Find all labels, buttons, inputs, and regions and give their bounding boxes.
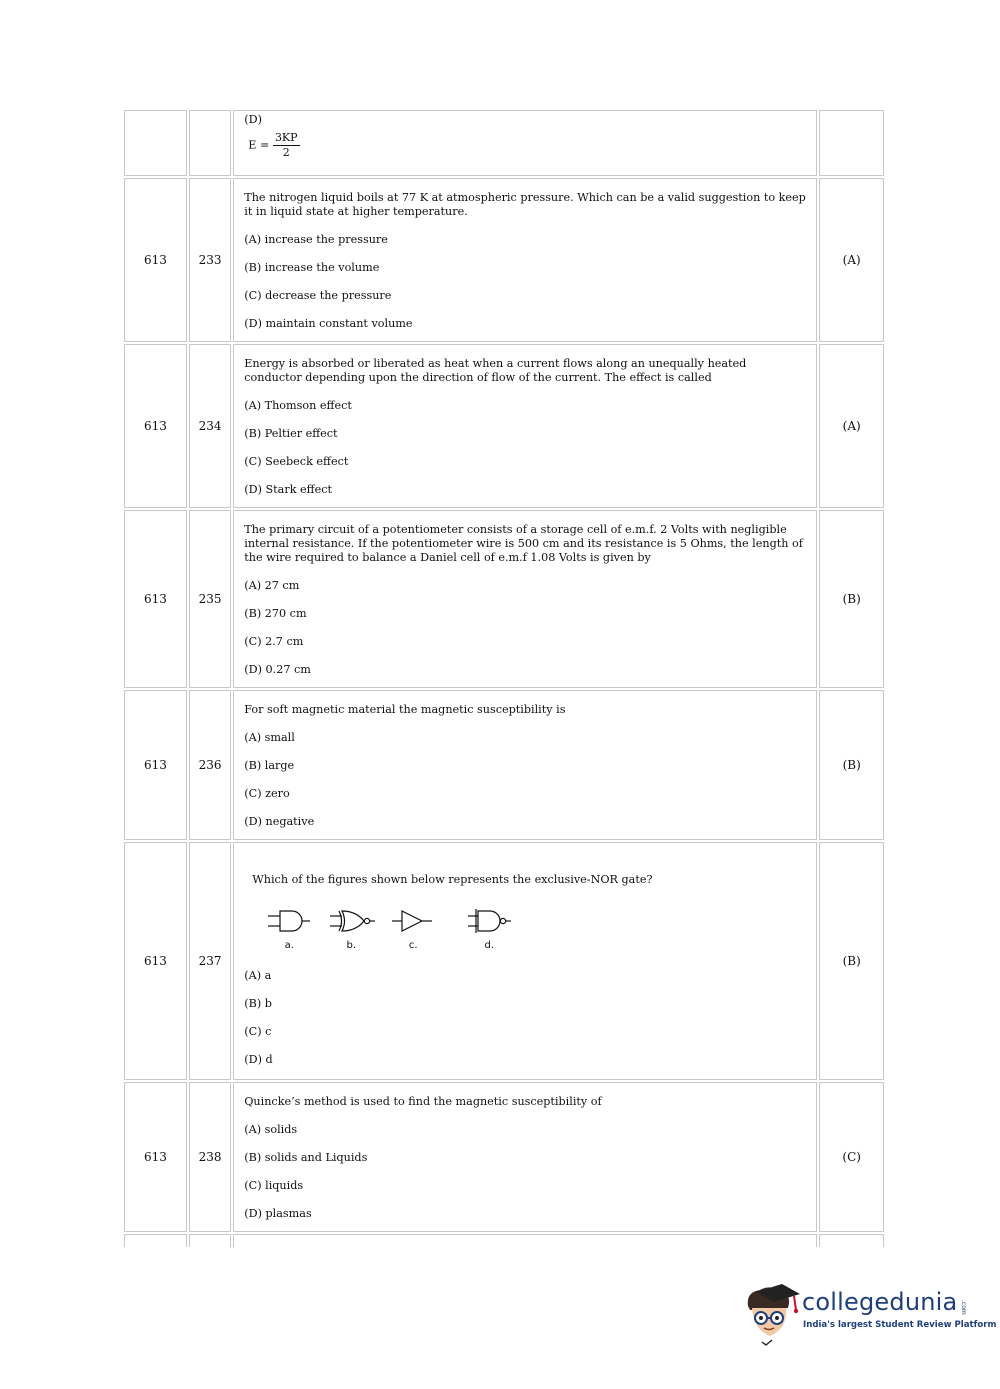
option-d: (D) 0.27 cm [244,663,311,676]
table-row [124,344,884,508]
option-a: (A) small [244,731,295,744]
gate-figure-d [458,907,520,953]
option-a: (A) a [244,969,272,982]
question-cell [233,690,817,840]
logo-domain-suffix: .com [960,1300,967,1315]
qno-cell: 237 [189,842,231,1080]
question-text: The nitrogen liquid boils at 77 K at atmospheric pressure. Which can be a valid suggestion to keep it in liquid state at higher temperature. [244,191,806,218]
buffer-gate-icon [388,907,438,935]
gate-label-a: a. [284,940,294,951]
table-row [124,690,884,840]
answer-cell: (A) [819,178,884,342]
code-cell: 613 [124,510,187,688]
question-cell [233,344,817,508]
gate-figure-c [382,907,444,953]
option-d: (D) plasmas [244,1207,312,1220]
table-row [124,178,884,342]
question-text: For soft magnetic material the magnetic susceptibility is [244,703,566,716]
logo-tagline: India's largest Student Review Platform [803,1320,997,1330]
question-text: Quincke’s method is used to find the magnetic susceptibility of [244,1095,602,1108]
answer-cell: (C) [819,1082,884,1232]
option-c: (C) 2.7 cm [244,635,304,648]
option-c: (C) c [244,1025,272,1038]
option-a: (A) solids [244,1123,298,1136]
question-cell [233,510,817,688]
option-c: (C) zero [244,787,290,800]
option-b: (B) b [244,997,272,1010]
answer-cell [819,110,884,176]
formula-lhs: E = [248,138,270,152]
answer-cell: (B) [819,842,884,1080]
table-row [124,1082,884,1232]
qno-cell: 236 [189,690,231,840]
answer-cell: (B) [819,690,884,840]
option-d: (D) maintain constant volume [244,317,413,330]
question-text: The primary circuit of a potentiometer consists of a storage cell of e.m.f. 2 Volts with negligible internal resistance. If the potentiometer wire is 500 cm and its resistance is 5 Ohms, the length of the wire required to balance a Daniel cell of e.m.f 1.08 Volts is given by [244,523,803,564]
table-row-partial-bottom [124,1234,884,1247]
answer-cell: (B) [819,510,884,688]
option-b: (B) large [244,759,295,772]
question-table [122,108,886,1249]
nand-gate-icon [464,907,514,935]
and-gate-icon [264,907,314,935]
mascot-icon [742,1284,804,1348]
qno-cell: 233 [189,178,231,342]
option-c: (C) decrease the pressure [244,289,392,302]
question-text: Energy is absorbed or liberated as heat when a current flows along an unequally heated conductor depending upon the direction of flow of the current. The effect is called [244,357,747,384]
gate-label-c: c. [408,940,418,951]
code-cell [124,1234,187,1247]
answer-cell: (A) [819,344,884,508]
formula-fraction [273,131,300,160]
option-label: (D) [244,113,262,126]
table-row [124,842,884,1080]
gate-figure-b [320,907,382,953]
option-a: (A) 27 cm [244,579,300,592]
qno-cell: 238 [189,1082,231,1232]
question-cell [233,842,817,1080]
option-a: (A) increase the pressure [244,233,388,246]
question-text: Which of the figures shown below represents the exclusive-NOR gate? [252,873,653,886]
option-c: (C) Seebeck effect [244,455,349,468]
option-b: (B) increase the volume [244,261,380,274]
code-cell: 613 [124,178,187,342]
formula-denominator: 2 [282,146,290,159]
qno-cell [189,110,231,176]
question-cell [233,1234,817,1247]
option-b: (B) 270 cm [244,607,307,620]
option-d: (D) negative [244,815,315,828]
gate-label-d: d. [484,940,495,951]
formula [244,131,806,160]
gate-figure-a [258,907,320,953]
qno-cell: 234 [189,344,231,508]
qno-cell: 235 [189,510,231,688]
question-cell [233,110,817,176]
gate-figures [258,907,806,953]
code-cell: 613 [124,690,187,840]
table-row [124,510,884,688]
code-cell: 613 [124,344,187,508]
question-cell [233,1082,817,1232]
question-cell [233,178,817,342]
xnor-gate-icon [326,907,376,935]
code-cell [124,110,187,176]
code-cell: 613 [124,842,187,1080]
option-d: (D) d [244,1053,273,1066]
option-b: (B) solids and Liquids [244,1151,368,1164]
table-row-partial-top [124,110,884,176]
logo-wordmark: collegedunia [802,1288,958,1316]
collegedunia-logo [742,1284,997,1348]
code-cell: 613 [124,1082,187,1232]
option-b: (B) Peltier effect [244,427,338,440]
option-c: (C) liquids [244,1179,304,1192]
option-d: (D) Stark effect [244,483,332,496]
gate-label-b: b. [346,940,357,951]
qno-cell [189,1234,231,1247]
option-a: (A) Thomson effect [244,399,352,412]
formula-numerator: 3KP [274,131,298,144]
answer-cell [819,1234,884,1247]
